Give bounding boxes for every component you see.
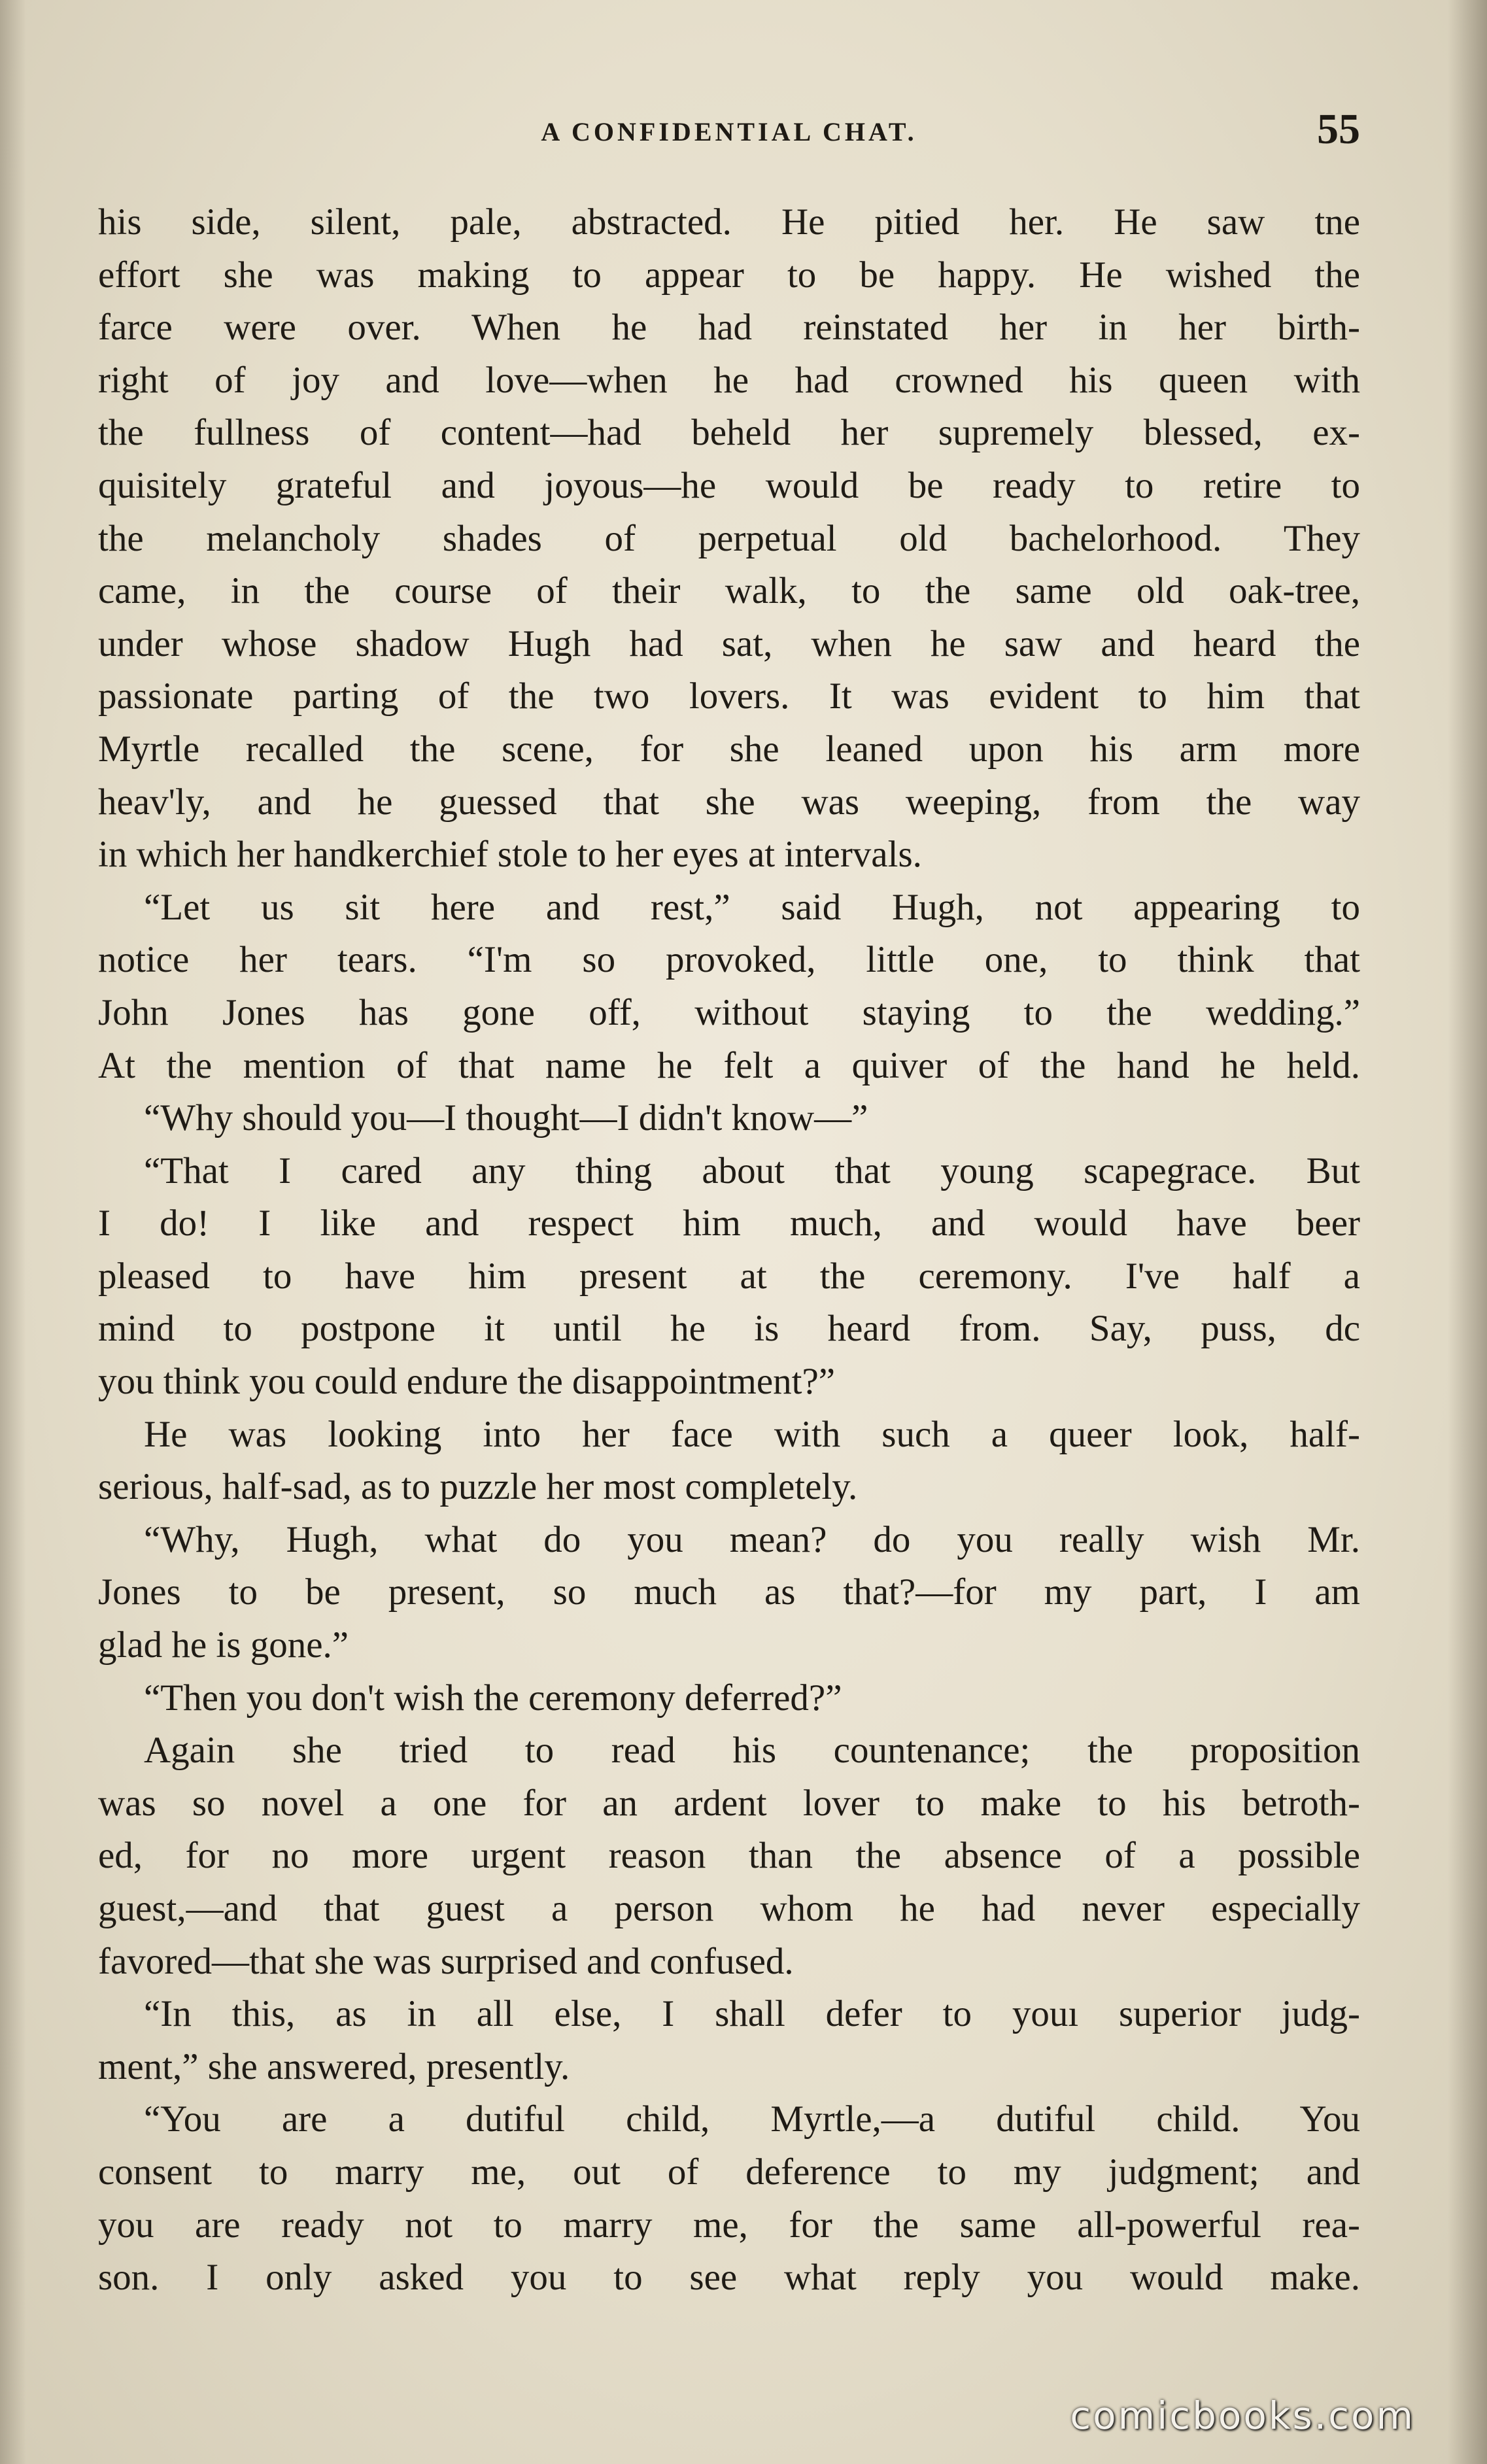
running-title: A CONFIDENTIAL CHAT. — [541, 117, 917, 146]
text-line: came, in the course of their walk, to the same old oak-tree, — [98, 570, 1360, 612]
text-line: consent to marry me, out of deference to my judgment; and — [98, 2151, 1360, 2193]
text-line: in which her handkerchief stole to her eyes at intervals. — [98, 834, 922, 876]
text-line: son. I only asked you to see what reply you would make. — [98, 2257, 1360, 2299]
text-line: you are ready not to marry me, for the same all-powerful rea- — [98, 2204, 1360, 2246]
text-line: “That I cared any thing about that young scapegrace. But — [144, 1150, 1360, 1191]
text-line: “Then you don't wish the ceremony deferred?” — [144, 1677, 842, 1719]
text-line: serious, half-sad, as to puzzle her most completely. — [98, 1466, 858, 1508]
page-number: 55 — [1317, 105, 1360, 153]
text-line: quisitely grateful and joyous—he would be ready to retire to — [98, 464, 1360, 506]
text-line: the fullness of content—had beheld her supremely blessed, ex- — [98, 412, 1360, 454]
text-line: pleased to have him present at the ceremony. I've half a — [98, 1255, 1360, 1297]
text-line: Myrtle recalled the scene, for she leaned upon his arm more — [98, 728, 1360, 770]
running-head — [98, 105, 1360, 163]
page-right-edge-shadow — [1448, 0, 1487, 2464]
page-left-edge-shadow — [0, 0, 26, 2464]
text-line: At the mention of that name he felt a quiver of the hand he held. — [98, 1044, 1360, 1086]
text-line: you think you could endure the disappointment?” — [98, 1361, 836, 1403]
text-line: farce were over. When he had reinstated her in her birth- — [98, 307, 1360, 349]
text-line: John Jones has gone off, without staying to the wedding.” — [98, 991, 1360, 1033]
text-line: “Why should you—I thought—I didn't know—” — [144, 1097, 868, 1139]
text-line: right of joy and love—when he had crowned his queen with — [98, 359, 1360, 401]
text-line: “In this, as in all else, I shall defer to youı superior judg- — [144, 1993, 1360, 2035]
text-line: favored—that she was surprised and confused. — [98, 1940, 794, 1982]
text-line: “Let us sit here and rest,” said Hugh, not appearing to — [144, 886, 1360, 928]
text-line: “Why, Hugh, what do you mean? do you really wish Mr. — [144, 1518, 1360, 1560]
text-line: ment,” she answered, presently. — [98, 2045, 570, 2087]
text-line: I do! I like and respect him much, and would have beer — [98, 1203, 1360, 1244]
text-line: under whose shadow Hugh had sat, when he saw and heard the — [98, 623, 1360, 664]
text-line: mind to postpone it until he is heard from. Say, puss, dc — [98, 1308, 1360, 1350]
body-text — [98, 196, 1360, 2304]
text-line: He was looking into her face with such a queer look, half- — [144, 1413, 1360, 1455]
text-line: guest,—and that guest a person whom he had never especially — [98, 1888, 1360, 1929]
text-line: heav'ly, and he guessed that she was weeping, from the way — [98, 781, 1360, 823]
text-line: ed, for no more urgent reason than the absence of a possible — [98, 1835, 1360, 1877]
text-line: notice her tears. “I'm so provoked, little one, to think that — [98, 939, 1360, 981]
watermark: comicbooks.com — [1070, 2393, 1415, 2438]
text-line: effort she was making to appear to be happy. He wished the — [98, 254, 1360, 296]
text-line: “You are a dutiful child, Myrtle,—a dutiful child. You — [144, 2098, 1360, 2140]
text-line: Jones to be present, so much as that?—for my part, I am — [98, 1571, 1360, 1613]
text-line: passionate parting of the two lovers. It was evident to him that — [98, 676, 1360, 717]
text-line: was so novel a one for an ardent lover to make to his betroth- — [98, 1782, 1360, 1824]
text-line: the melancholy shades of perpetual old bachelorhood. They — [98, 517, 1360, 559]
text-line: Again she tried to read his countenance; the proposition — [144, 1730, 1360, 1771]
text-line: his side, silent, pale, abstracted. He pitied her. He saw tne — [98, 201, 1360, 243]
text-line: glad he is gone.” — [98, 1624, 349, 1666]
